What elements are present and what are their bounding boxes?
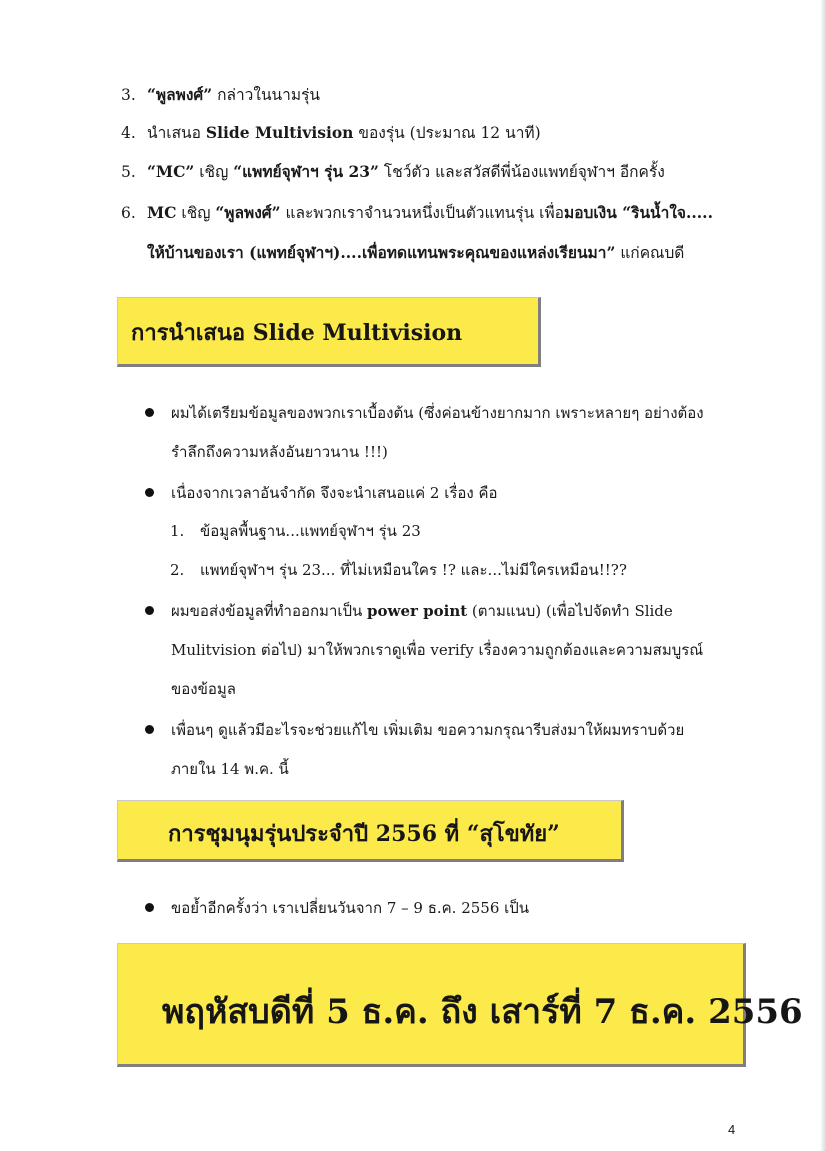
item-bold-text: ให้บ้านของเรา (แพทย์จุฬาฯ)....เพื่อทดแทนพระคุณของแหล่งเรียนมา” [147,243,616,262]
item-bold-text: “MC” [147,162,195,181]
page-number: 4 [728,1122,736,1137]
item-text: แก่คณบดี [615,244,685,262]
item-bold-text: มอบเงิน “รินน้ำใจ..... [563,203,713,222]
sub-item-number: 1. [170,522,185,540]
bullet-dot [145,725,154,734]
agenda-item-6-continued [147,242,787,264]
item-bold-text: “พูลพงศ์” [147,85,213,104]
agenda-item-6 [121,202,761,224]
item-text: กล่าวในนามรุ่น [212,86,320,104]
bullet-bold-text: power point [367,602,468,620]
bullet-text: เพื่อนๆ ดูแล้วมีอะไรจะช่วยแก้ไข เพิ่มเติม ขอความกรุณารีบส่งมาให้ผมทราบด้วย [171,721,685,739]
sub-item-text: แพทย์จุฬาฯ รุ่น 23... ที่ไม่เหมือนใคร !? และ...ไม่มีใครเหมือน!!?? [200,561,627,579]
item-text: นำเสนอ [147,124,206,142]
bullet-text: ผมได้เตรียมข้อมูลของพวกเราเบื้องต้น (ซึ่งค่อนข้างยากมาก เพราะหลายๆ อย่างต้อง [171,404,704,422]
item-text: เชิญ [176,204,216,222]
item-bold-text: “แพทย์จุฬาฯ รุ่น 23” [233,162,379,181]
item-number: 5. [121,163,136,181]
item-text: โชว์ตัว และสวัสดีพี่น้องแพทย์จุฬาฯ อีกครั้ง [378,163,665,181]
bullet-dot [145,606,154,615]
item-bold-text: “พูลพงศ์” [215,203,281,222]
sub-item-1 [170,520,421,542]
bullet-text: เนื่องจากเวลาอันจำกัด จึงจะนำเสนอแค่ 2 เรื่อง คือ [171,484,498,502]
bullet-text-part: (ตามแนบ) (เพื่อไปจัดทำ Slide [467,602,673,620]
item-bold-text: Slide Multivision [205,123,354,142]
bullet-text: Mulitvision ต่อไป) มาให้พวกเราดูเพื่อ verify เรื่องความถูกต้องและความสมบูรณ์ [171,641,704,659]
section-title: การนำเสนอ Slide Multivision [131,320,463,346]
bullet-text [171,600,751,622]
agenda-item-4 [121,122,761,144]
bullet-text: ของข้อมูล [171,680,236,698]
agenda-item-3 [121,84,761,106]
highlight-date-box [117,943,803,1067]
bullet-dot [145,408,154,417]
page-edge-shadow [820,0,826,1151]
item-text: เชิญ [194,163,234,181]
bullet-text-part: ผมขอส่งข้อมูลที่ทำออกมาเป็น [171,602,368,620]
bullet-text: ขอย้ำอีกครั้งว่า เราเปลี่ยนวันจาก 7 – 9 ธ.ค. 2556 เป็น [171,899,530,917]
section-banner-reunion [117,800,624,862]
highlight-date-text: พฤหัสบดีที่ 5 ธ.ค. ถึง เสาร์ที่ 7 ธ.ค. 2556 [162,992,803,1032]
agenda-item-5 [121,161,761,183]
item-number: 6. [121,204,136,222]
section-banner-slide-multivision [117,297,541,367]
item-number: 3. [121,86,136,104]
item-text: และพวกเราจำนวนหนึ่งเป็นตัวแทนรุ่น เพื่อ [280,204,564,222]
bullet-dot [145,903,154,912]
sub-item-2 [170,559,627,581]
bullet-text: ภายใน 14 พ.ค. นี้ [171,760,289,778]
sub-item-text: ข้อมูลพื้นฐาน...แพทย์จุฬาฯ รุ่น 23 [200,522,421,540]
bullet-dot [145,488,154,497]
item-bold-text: MC [147,203,177,222]
item-text: ของรุ่น (ประมาณ 12 นาที) [353,124,541,142]
bullet-text: รำลึกถึงความหลังอันยาวนาน !!!) [171,443,388,461]
section-title: การชุมนุมรุ่นประจำปี 2556 ที่ “สุโขทัย” [168,821,560,847]
item-number: 4. [121,124,136,142]
sub-item-number: 2. [170,561,185,579]
